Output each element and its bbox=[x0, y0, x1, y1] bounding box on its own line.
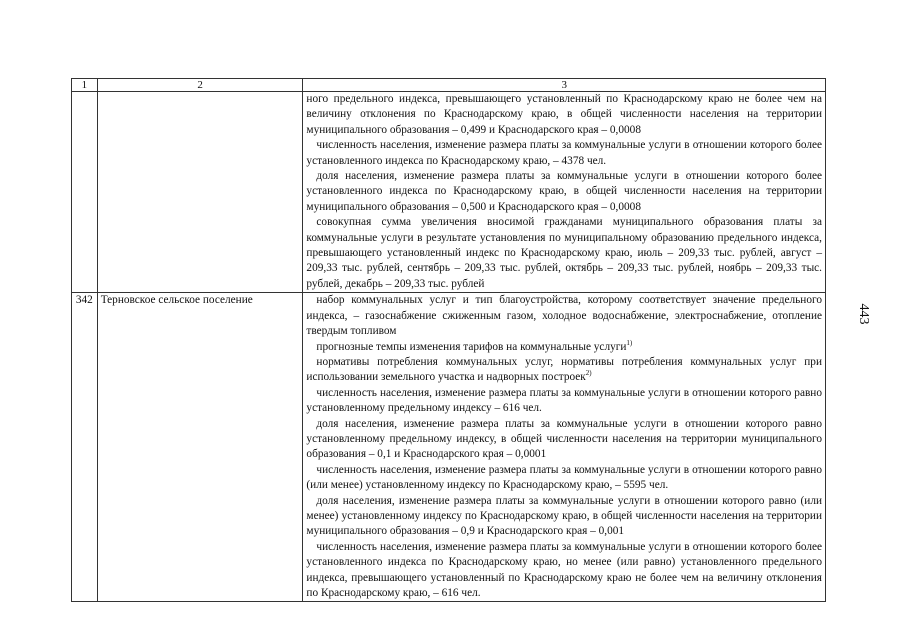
header-col-3: 3 bbox=[303, 79, 826, 92]
paragraph bbox=[306, 340, 822, 355]
table-row-342 bbox=[72, 293, 826, 602]
paragraph: ного предельного индекса, превышающего установленный по Краснодарскому краю не более чем на величину отклонения по Краснодарскому краю, в общей численности населения на территории муниципального образования – 0,499 и Краснодарского края – 0,0008 bbox=[306, 93, 822, 136]
row-name-cell: Терновское сельское поселение bbox=[97, 293, 303, 602]
row-number-cell: 342 bbox=[72, 293, 98, 602]
paragraph: численность населения, изменение размера платы за коммунальные услуги в отношении которого равно (или менее) установленному индексу по Краснодарскому краю, – 5595 чел. bbox=[306, 463, 822, 492]
paragraph: набор коммунальных услуг и тип благоустройства, которому соответствует значение предельного индекса, – газоснабжение сжиженным газом, холодное водоснабжение, электроснабжение, отопление твердым топливом bbox=[306, 294, 822, 338]
page-number: 443 bbox=[856, 303, 871, 325]
table-row-continuation bbox=[72, 92, 826, 293]
data-table bbox=[71, 78, 826, 602]
paragraph: доля населения, изменение размера платы за коммунальные услуги в отношении которого более установленного индекса по Краснодарскому краю, в общей численности населения на территории муниципального образования – 0,500 и Краснодарского края – 0,0008 bbox=[306, 170, 822, 213]
paragraph bbox=[306, 355, 822, 386]
paragraph: совокупная сумма увеличения вносимой гражданами муниципального образования платы за коммунальные услуги в результате установления по муниципальному образованию предельного индекса, превышающего установленный индекс по Краснодарскому краю, июль – 209,33 тыс. рублей, август – 209,33 тыс. рублей, сентябрь – 209,33 тыс. рублей, октябрь – 209,33 тыс. рублей, ноябрь – 209,33 тыс. рублей, декабрь – 209,33 тыс. рублей bbox=[306, 216, 822, 290]
row-content-cell bbox=[303, 92, 826, 293]
paragraph-text: нормативы потребления коммунальных услуг, нормативы потребления коммунальных услуг при использовании земельного участка и надворных построек bbox=[306, 355, 822, 384]
table-header-row bbox=[72, 79, 826, 92]
footnote-mark: 1) bbox=[626, 338, 633, 347]
footnote-mark: 2) bbox=[585, 369, 592, 378]
row-name-cell bbox=[97, 92, 303, 293]
paragraph-text: прогнозные темпы изменения тарифов на коммунальные услуги bbox=[316, 340, 627, 353]
paragraph: доля населения, изменение размера платы за коммунальные услуги в отношении которого равно (или менее) установленному индексу по Краснодарскому краю, в общей численности населения на территории муниципального образования – 0,9 и Краснодарского края – 0,001 bbox=[306, 494, 822, 538]
header-col-2: 2 bbox=[97, 79, 303, 92]
paragraph: численность населения, изменение размера платы за коммунальные услуги в отношении которого равно установленному предельному индексу – 616 чел. bbox=[306, 386, 822, 415]
paragraph: численность населения, изменение размера платы за коммунальные услуги в отношении которого более установленного индекса по Краснодарскому краю, но менее (или равно) установленного предельного индекса, превышающего установленный по Краснодарскому краю не более чем на величину отклонения по Краснодарскому краю, – 616 чел. bbox=[306, 540, 822, 599]
paragraph: численность населения, изменение размера платы за коммунальные услуги в отношении которого более установленного индекса по Краснодарскому краю, – 4378 чел. bbox=[306, 139, 822, 167]
paragraph: доля населения, изменение размера платы за коммунальные услуги в отношении которого равно установленному предельному индексу, в общей численности населения на территории муниципального образования – 0,1 и Краснодарского края – 0,0001 bbox=[306, 417, 822, 461]
row-number-cell bbox=[72, 92, 98, 293]
header-col-1: 1 bbox=[72, 79, 98, 92]
row-content-cell bbox=[303, 293, 826, 602]
